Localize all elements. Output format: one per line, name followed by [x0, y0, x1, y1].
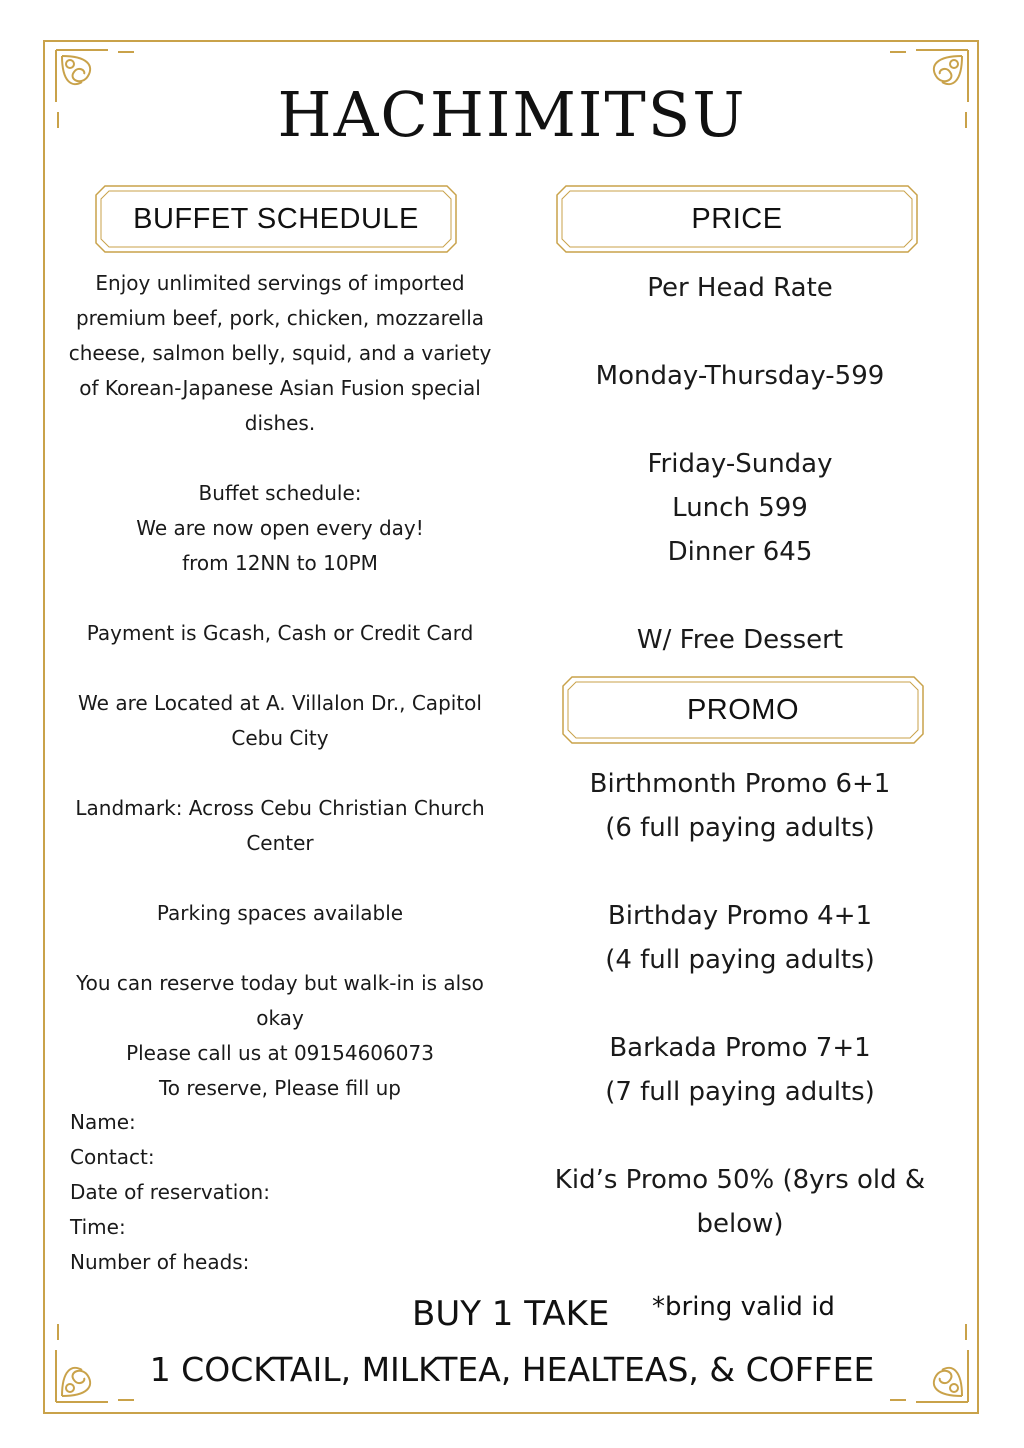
promo-line: (4 full paying adults)	[605, 945, 875, 975]
schedule-line: We are now open every day!	[136, 516, 424, 540]
buffet-info	[60, 266, 500, 1106]
weekend-line: Lunch 599	[672, 493, 808, 523]
weekday-price: Monday-Thursday-599	[595, 361, 885, 391]
price-info	[540, 266, 940, 662]
form-field-date: Date of reservation:	[70, 1180, 270, 1204]
parking-info: Parking spaces available	[156, 901, 404, 925]
promo-label: PROMO	[686, 694, 800, 726]
intro-line: of Korean-Japanese Asian Fusion special	[79, 376, 481, 400]
reserve-line: okay	[256, 1006, 304, 1030]
landmark-line: Landmark: Across Cebu Christian Church	[75, 796, 485, 820]
weekend-line: Dinner 645	[667, 537, 813, 567]
payment-info: Payment is Gcash, Cash or Credit Card	[86, 621, 474, 645]
reserve-line: To reserve, Please fill up	[158, 1076, 401, 1100]
buffet-schedule-label: BUFFET SCHEDULE	[133, 203, 419, 235]
free-dessert: W/ Free Dessert	[636, 625, 844, 655]
form-field-time: Time:	[70, 1215, 126, 1239]
intro-line: cheese, salmon belly, squid, and a variety	[68, 341, 492, 365]
landmark-line: Center	[246, 831, 314, 855]
location-line: We are Located at A. Villalon Dr., Capitol	[78, 691, 482, 715]
intro-line: premium beef, pork, chicken, mozzarella	[75, 306, 485, 330]
per-head-rate: Per Head Rate	[647, 273, 833, 303]
promo-line: Birthday Promo 4+1	[607, 901, 873, 931]
intro-line: dishes.	[244, 411, 316, 435]
schedule-line: Buffet schedule:	[198, 481, 362, 505]
form-field-heads: Number of heads:	[70, 1250, 250, 1274]
reserve-line: You can reserve today but walk-in is also	[76, 971, 484, 995]
buffet-schedule-header	[95, 185, 457, 253]
promo-header	[562, 676, 924, 744]
promo-line: (7 full paying adults)	[605, 1077, 875, 1107]
location-line: Cebu City	[231, 726, 329, 750]
valid-id-note: *bring valid id	[652, 1292, 835, 1322]
promo-line: below)	[696, 1209, 784, 1239]
buy-one-take-text: BUY 1 TAKE	[412, 1294, 610, 1334]
drinks-text: 1 COCKTAIL, MILKTEA, HEALTEAS, & COFFEE	[149, 1350, 875, 1389]
promo-line: Kid’s Promo 50% (8yrs old &	[554, 1165, 926, 1195]
intro-line: Enjoy unlimited servings of imported	[95, 271, 465, 295]
price-label: PRICE	[691, 203, 783, 235]
reservation-form	[70, 1105, 270, 1280]
promo-info	[530, 762, 950, 1246]
price-header	[556, 185, 918, 253]
form-field-contact: Contact:	[70, 1145, 155, 1169]
form-field-name: Name:	[70, 1110, 136, 1134]
reserve-line: Please call us at 09154606073	[126, 1041, 434, 1065]
weekend-line: Friday-Sunday	[647, 449, 833, 479]
promo-line: (6 full paying adults)	[605, 813, 875, 843]
schedule-line: from 12NN to 10PM	[182, 551, 378, 575]
page-title: HACHIMITSU	[277, 78, 747, 151]
promo-line: Barkada Promo 7+1	[609, 1033, 871, 1063]
promo-line: Birthmonth Promo 6+1	[589, 769, 891, 799]
